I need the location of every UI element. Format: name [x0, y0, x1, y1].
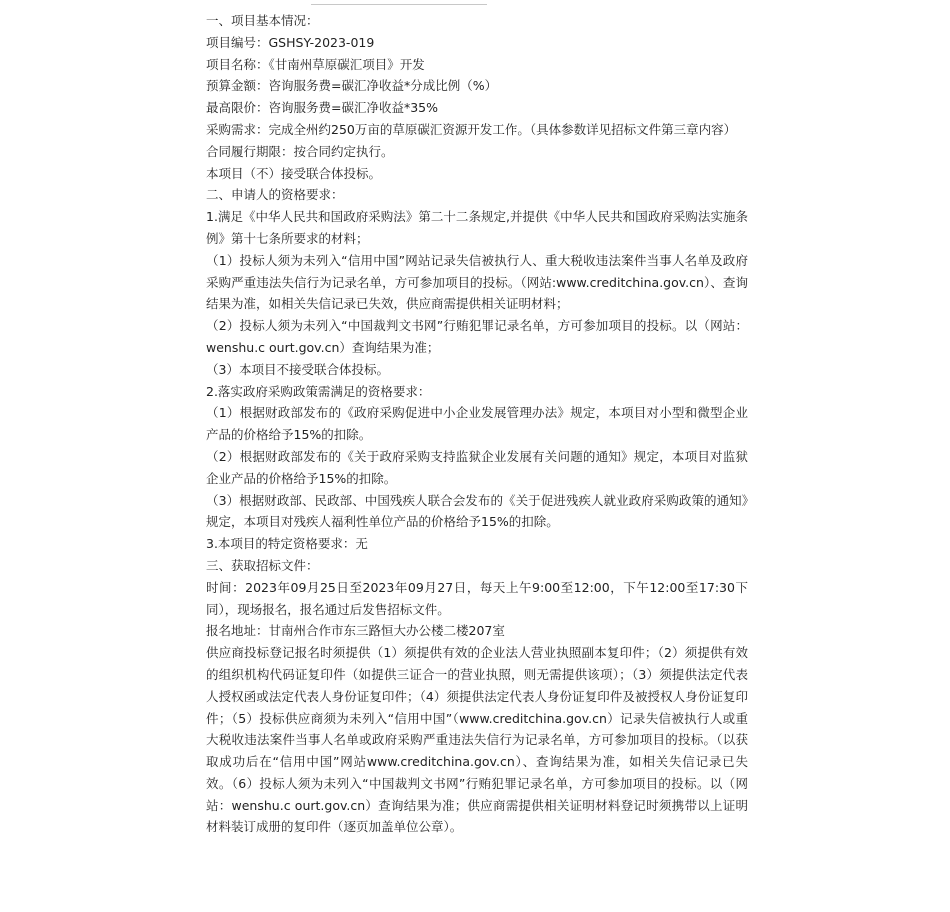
- section-heading-qualifications: 二、申请人的资格要求：: [206, 187, 344, 203]
- qualification-1-item-2: （2）投标人须为未列入“中国裁判文书网”行贿犯罪记录名单，方可参加项目的投标。以（网站：wenshu.c ourt.gov.cn）查询结果为准；: [206, 318, 748, 355]
- qualification-1-item-1: （1）投标人须为未列入“信用中国”网站记录失信被执行人、重大税收违法案件当事人名单及政府采购严重违法失信行为记录名单，方可参加项目的投标。（网站:www.creditchina.gov.cn）、查询结果为准，如相关失信记录已失效，供应商需提供相关证明材料；: [206, 252, 748, 312]
- qualification-3: 3.本项目的特定资格要求：无: [206, 536, 368, 552]
- registration-time: 时间：2023年09月25日至2023年09月27日，每天上午9:00至12:00，下午12:00至17:30下同），现场报名，报名通过后发售招标文件。: [206, 579, 748, 617]
- qualification-2-item-2: （2）根据财政部发布的《关于政府采购支持监狱企业发展有关问题的通知》规定，本项目对监狱企业产品的价格给予15%的扣除。: [206, 448, 748, 486]
- registration-address: 报名地址：甘南州合作市东三路恒大办公楼二楼207室: [206, 623, 505, 639]
- contract-period: 合同履行期限：按合同约定执行。: [206, 143, 394, 159]
- announcement-body: [206, 10, 748, 838]
- qualification-2-item-3: （3）根据财政部、民政部、中国残疾人联合会发布的《关于促进残疾人就业政府采购政策的通知》规定，本项目对残疾人福利性单位产品的价格给予15%的扣除。: [206, 492, 748, 530]
- procurement-requirement: 采购需求：完成全州约250万亩的草原碳汇资源开发工作。（具体参数详见招标文件第三章内容）: [206, 121, 737, 137]
- qualification-2: 2.落实政府采购政策需满足的资格要求：: [206, 383, 431, 399]
- budget-amount: 预算金额：咨询服务费=碳汇净收益*分成比例（%）: [206, 78, 498, 94]
- qualification-1: 1.满足《中华人民共和国政府采购法》第二十二条规定,并提供《中华人民共和国政府采购法实施条例》第十七条所要求的材料；: [206, 209, 748, 246]
- max-price: 最高限价：咨询服务费=碳汇净收益*35%: [206, 100, 439, 116]
- qualification-2-item-1: （1）根据财政部发布的《政府采购促进中小企业发展管理办法》规定，本项目对小型和微型企业产品的价格给予15%的扣除。: [206, 405, 748, 443]
- qualification-1-item-3: （3）本项目不接受联合体投标。: [206, 361, 389, 377]
- consortium-note: 本项目（不）接受联合体投标。: [206, 165, 382, 181]
- section-heading-obtain-documents: 三、获取招标文件：: [206, 557, 319, 573]
- project-name: 项目名称：《甘南州草原碳汇项目》开发: [206, 56, 425, 72]
- section-heading-basic-info: 一、项目基本情况：: [206, 13, 319, 28]
- registration-materials: 供应商投标登记报名时须提供（1）须提供有效的企业法人营业执照副本复印件；（2）须提供有效的组织机构代码证复印件（如提供三证合一的营业执照，则无需提供该项）；（3）须提供法定代表人授权函或法定代表人身份证复印件；（4）须提供法定代表人身份证复印件及被授权人身份证复印件；（5）投标供应商须为未列入“信用中国”（www.creditchina.gov.cn）记录失信被执行人或重大税收违法案件当事人名单或政府采购严重违法失信行为记录名单，方可参加项目的投标。（以获取成功后在“信用中国”网站www.creditchina.gov.cn）、查询结果为准，如相关失信记录已失效。（6）投标人须为未列入“中国裁判文书网”行贿犯罪记录名单，方可参加项目的投标。以（网站：wenshu.c ourt.gov.cn）查询结果为准；供应商需提供相关证明材料登记时须携带以上证明材料装订成册的复印件（逐页加盖单位公章）。: [206, 645, 748, 835]
- project-number: 项目编号：GSHSY-2023-019: [206, 34, 375, 50]
- top-divider: [311, 4, 487, 5]
